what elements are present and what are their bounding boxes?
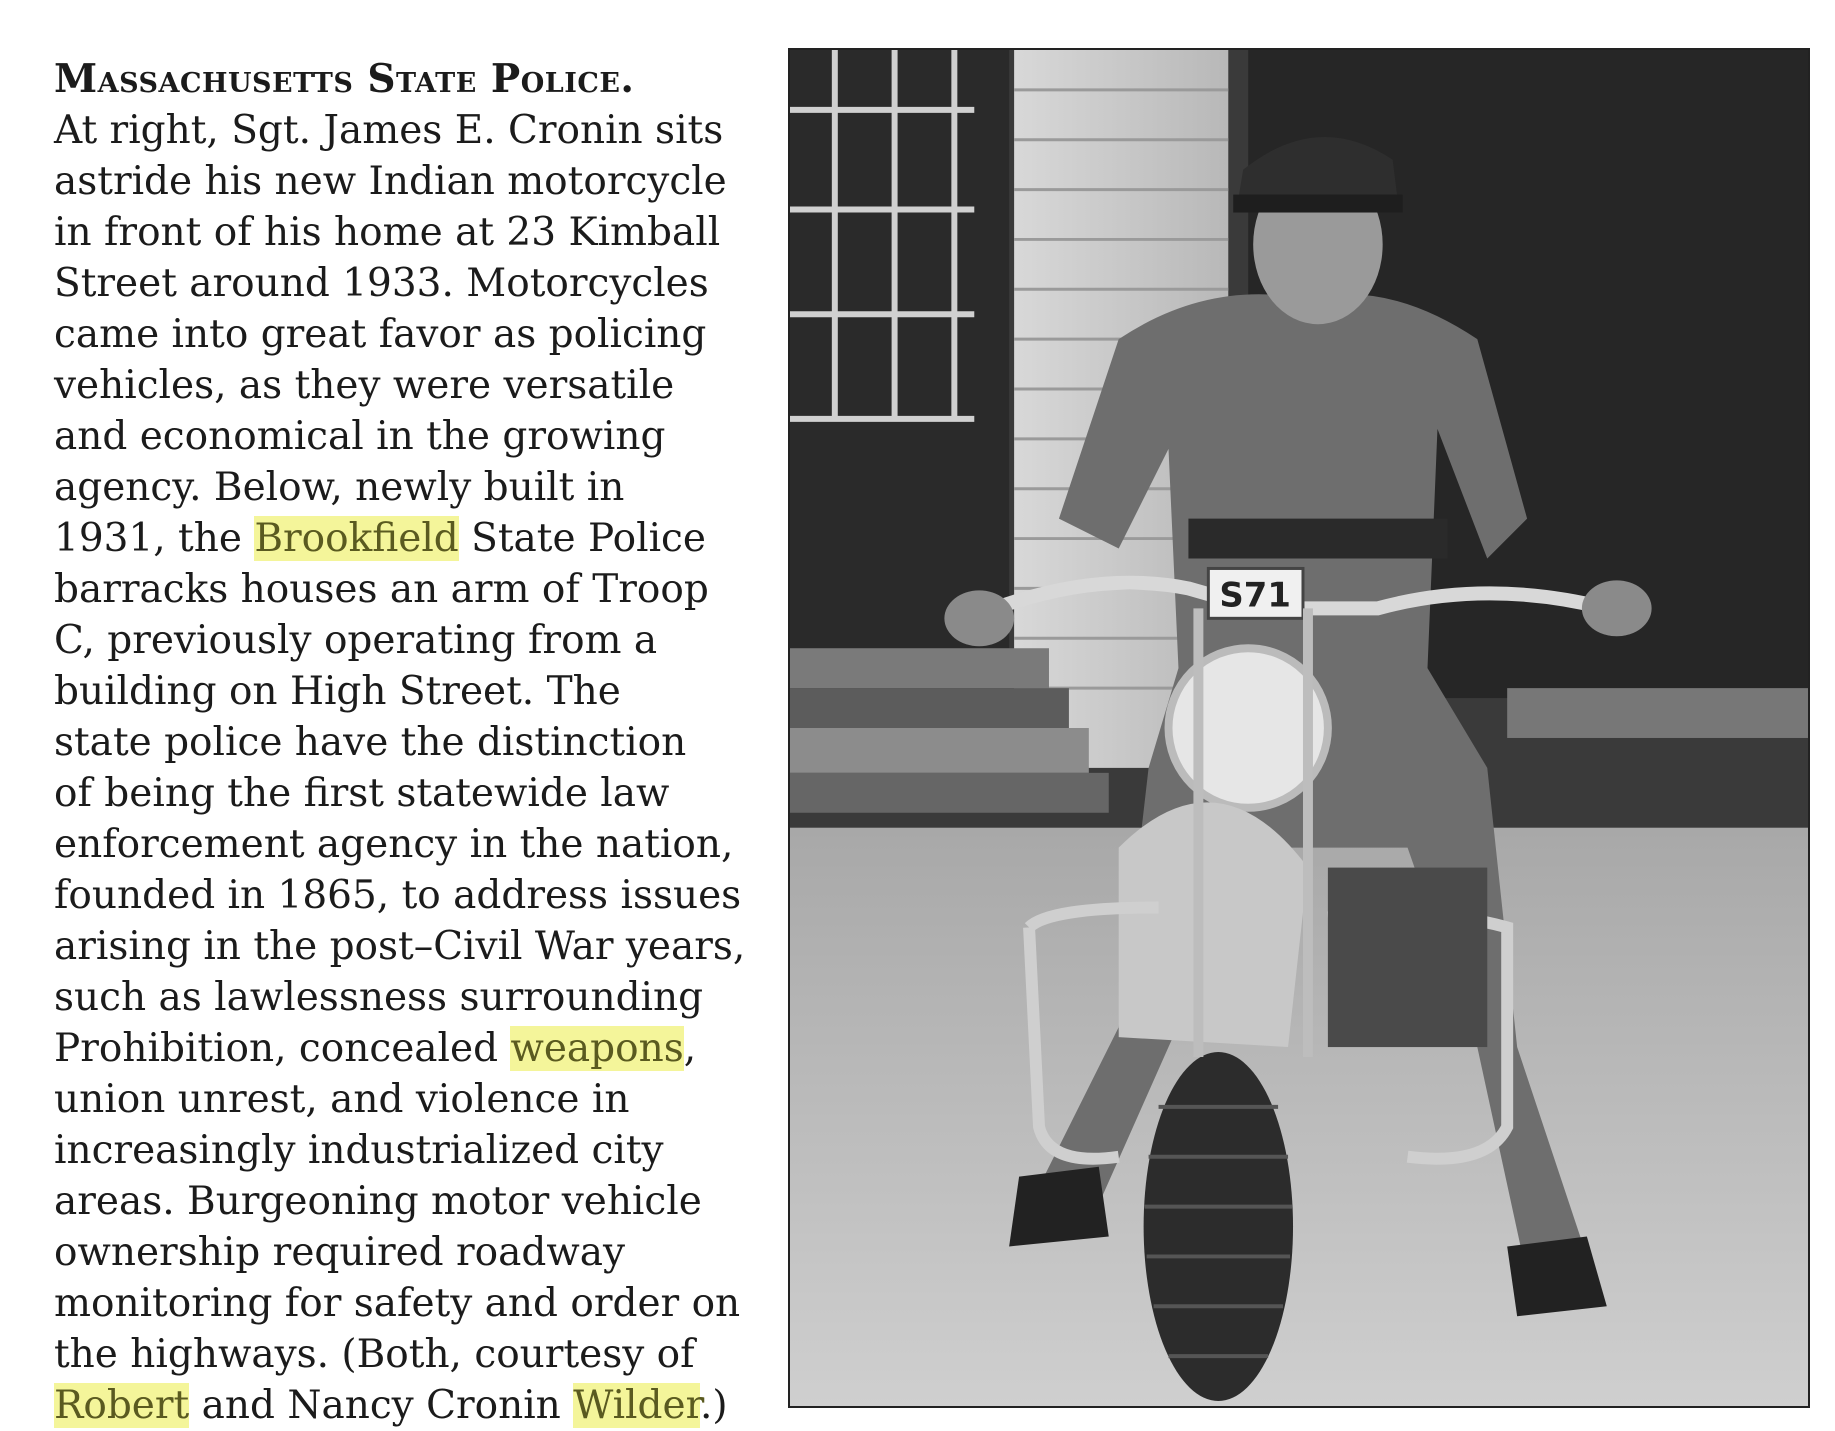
caption-heading: Massachusetts State Police. bbox=[54, 56, 635, 102]
caption-line: came into great favor as policing bbox=[54, 312, 707, 357]
caption-line: Robert and Nancy Cronin Wilder.) bbox=[54, 1383, 728, 1428]
step bbox=[790, 728, 1089, 773]
caption-line: barracks houses an arm of Troop bbox=[54, 567, 709, 612]
highlight-robert: Robert bbox=[54, 1383, 190, 1428]
caption-line: union unrest, and violence in bbox=[54, 1077, 630, 1122]
historical-photo bbox=[788, 48, 1810, 1408]
caption-line: founded in 1865, to address issues bbox=[54, 873, 742, 918]
cap-brim bbox=[1233, 195, 1402, 213]
highlight-brookfield: Brookfield bbox=[254, 516, 459, 561]
caption-line: such as lawlessness surrounding bbox=[54, 975, 704, 1020]
caption-line: Prohibition, concealed weapons, bbox=[54, 1026, 697, 1071]
caption-text bbox=[54, 54, 746, 1431]
license-plate-text: S71 bbox=[1219, 575, 1291, 615]
caption-line: areas. Burgeoning motor vehicle bbox=[54, 1179, 702, 1224]
front-fender bbox=[1119, 802, 1308, 1047]
engine bbox=[1328, 868, 1487, 1047]
caption-line: the highways. (Both, courtesy of bbox=[54, 1332, 695, 1377]
highlight-weapons: weapons bbox=[510, 1026, 684, 1071]
caption-line: and economical in the growing bbox=[54, 414, 666, 459]
caption-line: in front of his home at 23 Kimball bbox=[54, 210, 721, 255]
caption-line: agency. Below, newly built in bbox=[54, 465, 625, 510]
caption-line: monitoring for safety and order on bbox=[54, 1281, 741, 1326]
caption-line: arising in the post–Civil War years, bbox=[54, 924, 746, 969]
window-door bbox=[790, 50, 1009, 648]
caption-line: ownership required roadway bbox=[54, 1230, 626, 1275]
caption-line: 1931, the Brookfield State Police bbox=[54, 516, 706, 561]
caption-line: of being the first statewide law bbox=[54, 771, 670, 816]
step bbox=[790, 688, 1069, 728]
highlight-wilder: Wilder bbox=[573, 1383, 700, 1428]
boot bbox=[1009, 1167, 1109, 1247]
step bbox=[790, 773, 1109, 813]
right-hand bbox=[1582, 580, 1652, 636]
officer-on-motorcycle-photo bbox=[790, 50, 1808, 1406]
left-hand bbox=[944, 590, 1014, 646]
step bbox=[1507, 688, 1808, 738]
caption-line: vehicles, as they were versatile bbox=[54, 363, 675, 408]
front-tire bbox=[1144, 1052, 1293, 1401]
caption-line: state police have the distinction bbox=[54, 720, 687, 765]
caption-line: building on High Street. The bbox=[54, 669, 621, 714]
caption-line: Street around 1933. Motorcycles bbox=[54, 261, 709, 306]
step bbox=[790, 648, 1049, 688]
officer-belt bbox=[1188, 519, 1447, 559]
caption-line: increasingly industrialized city bbox=[54, 1128, 664, 1173]
caption-line: enforcement agency in the nation, bbox=[54, 822, 734, 867]
caption-line: astride his new Indian motorcycle bbox=[54, 159, 727, 204]
caption-line: C, previously operating from a bbox=[54, 618, 658, 663]
caption-line: At right, Sgt. James E. Cronin sits bbox=[54, 108, 724, 153]
